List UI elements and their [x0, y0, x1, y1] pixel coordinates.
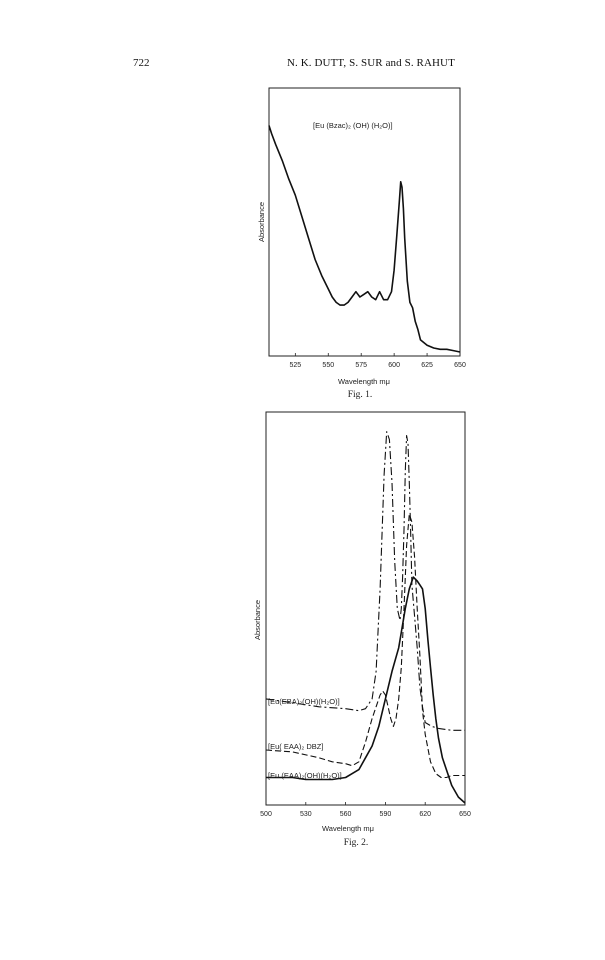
x-tick-label: 525	[289, 362, 302, 369]
figure-caption-fig1: Fig. 1.	[347, 390, 373, 400]
running-head: N. K. DUTT, S. SUR and S. RAHUT	[287, 57, 455, 69]
series-label-eaa: [Eu (EAA)₂(OH)(H₂O)]	[268, 771, 342, 780]
page-number: 722	[133, 57, 150, 69]
series-line-2-0	[266, 432, 465, 731]
x-tick-label: 590	[379, 811, 392, 818]
x-ticks-fig2	[260, 802, 471, 818]
x-tick-label: 625	[421, 362, 433, 369]
x-tick-label: 650	[454, 362, 466, 369]
series-line-2-2	[266, 577, 465, 803]
x-axis-label-fig2: Wavelength mμ	[322, 824, 374, 833]
x-axis-label-fig1: Wavelength mμ	[338, 377, 390, 386]
y-axis-label-fig2: Absorbance	[253, 599, 262, 641]
x-tick-label: 600	[388, 362, 400, 369]
x-tick-label: 560	[339, 811, 352, 818]
x-tick-label: 530	[299, 811, 312, 818]
y-axis-label-fig1: Absorbance	[257, 201, 266, 243]
x-tick-label: 500	[260, 811, 272, 818]
series-line-2-1	[266, 514, 465, 777]
x-tick-label: 550	[322, 362, 335, 369]
series-label-fig1: [Eu (Bzac)₂ (OH) (H₂O)]	[313, 121, 393, 130]
series-label-dbz: [Eu( EAA)₂ DBZ]	[268, 742, 324, 751]
series-label-ebA: [Eu(EBA)₂(OH)(H₂O)]	[268, 697, 340, 706]
x-tick-label: 575	[355, 362, 368, 369]
x-tick-label: 650	[459, 811, 471, 818]
figure-caption-fig2: Fig. 2.	[343, 838, 369, 848]
x-tick-label: 620	[419, 811, 432, 818]
